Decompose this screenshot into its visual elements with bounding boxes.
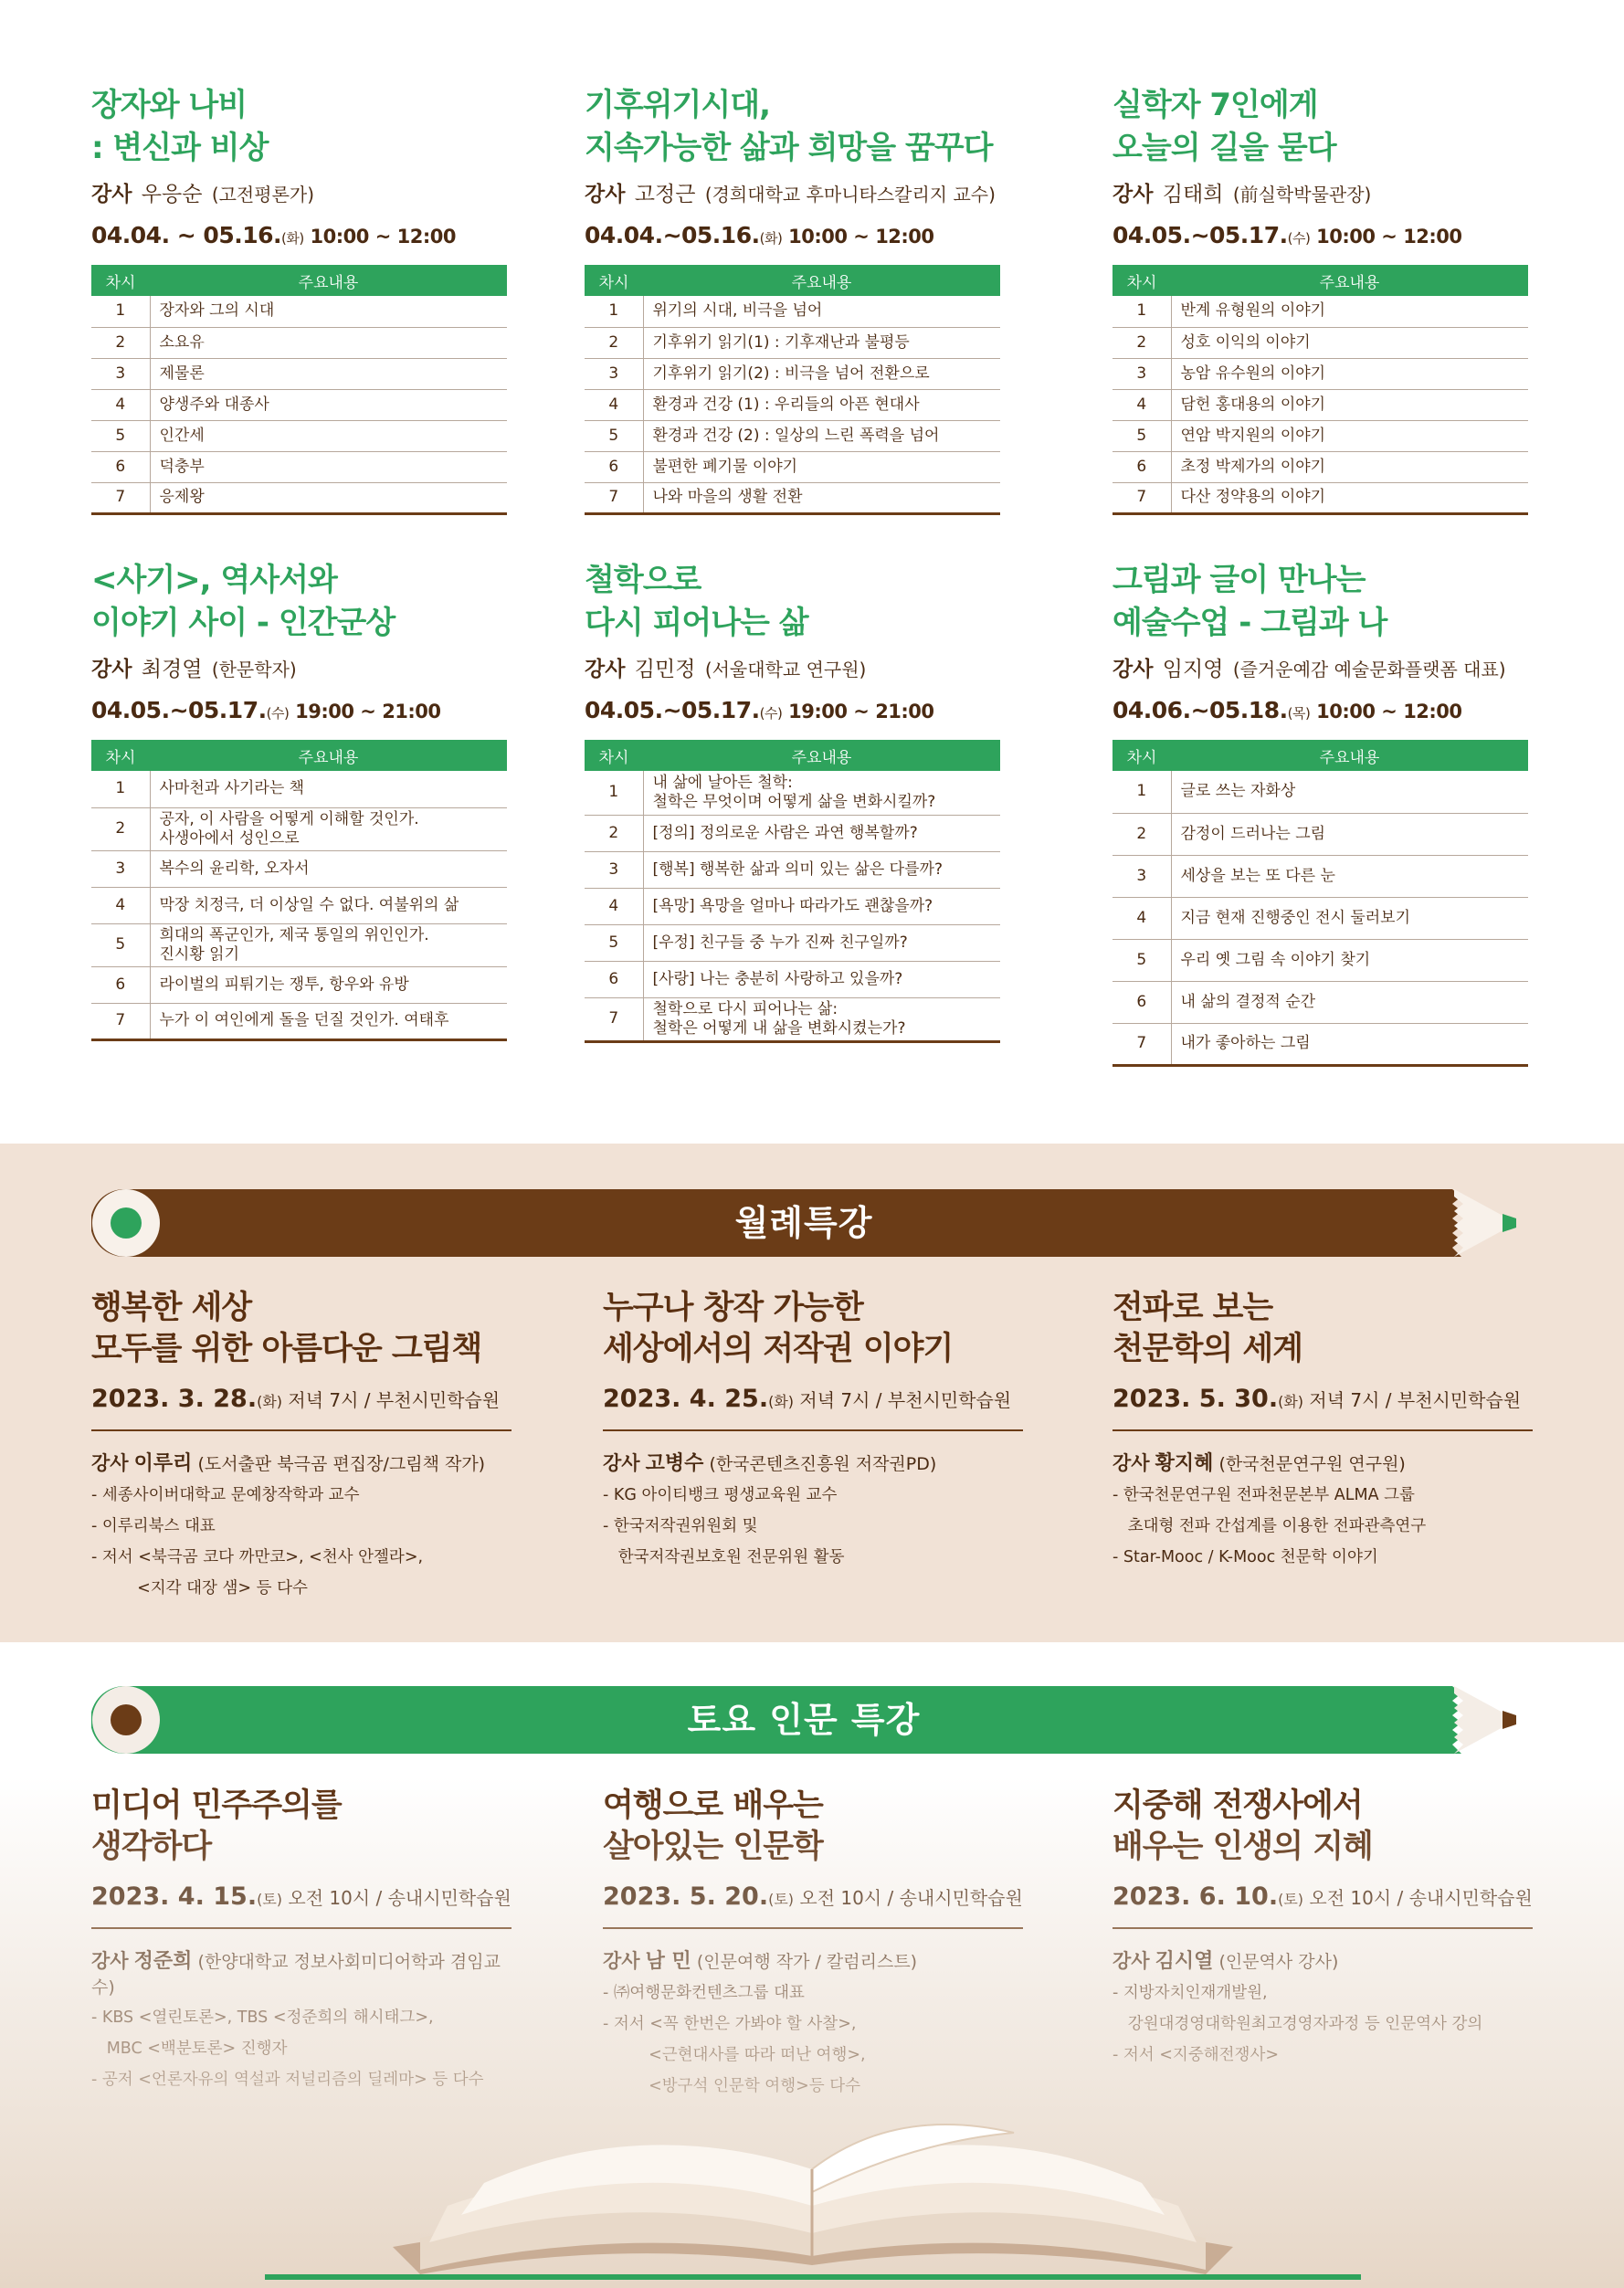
session-number: 4	[1113, 389, 1171, 420]
session-number: 1	[585, 771, 643, 815]
course-day: (화)	[281, 230, 304, 247]
monthly-lecture	[603, 1288, 1023, 1573]
course-title-line1: 기후위기시대,	[585, 87, 770, 123]
course-date: 04.05.~05.17.	[585, 697, 760, 723]
schedule-row	[91, 771, 507, 807]
course-title-line1: 그림과 글이 만나는	[1113, 562, 1366, 598]
lecture-info: 저녁 7시 / 부천시민학습원	[799, 1389, 1012, 1411]
col-content: 주요내용	[643, 265, 1000, 296]
schedule-row	[585, 358, 1000, 389]
saturday-banner	[91, 1686, 1516, 1754]
session-number: 4	[91, 389, 150, 420]
schedule-row	[91, 327, 507, 358]
course-block	[1113, 84, 1528, 515]
session-number: 3	[1113, 358, 1171, 389]
lecturer-bio-line: - Star-Mooc / K-Mooc 천문학 이야기	[1113, 1548, 1378, 1566]
lecturer-name: 이루리	[133, 1452, 193, 1475]
course-schedule	[1113, 697, 1528, 723]
session-number: 6	[1113, 451, 1171, 482]
session-topic: 나와 마을의 생활 전환	[643, 482, 1000, 513]
session-number: 5	[91, 923, 150, 966]
monthly-lecture	[1113, 1288, 1533, 1573]
course-time: 19:00 ~ 21:00	[295, 701, 441, 722]
lecture-date: 2023. 5. 30.	[1113, 1385, 1279, 1413]
schedule-row	[1113, 981, 1528, 1023]
session-topic: 누가 이 여인에게 돌을 던질 것인가. 여태후	[150, 1003, 507, 1039]
session-topic: 희대의 폭군인가, 제국 통일의 위인인가. 진시황 읽기	[150, 923, 507, 966]
session-number: 5	[1113, 420, 1171, 451]
schedule-row	[1113, 296, 1528, 327]
schedule-row	[91, 850, 507, 887]
schedule-row	[1113, 358, 1528, 389]
lecture-info: 저녁 7시 / 부천시민학습원	[1309, 1389, 1522, 1411]
course-time: 10:00 ~ 12:00	[1316, 226, 1462, 248]
session-number: 3	[91, 850, 150, 887]
lecturer-bio-line: <지각 대장 샘> 등 다수	[91, 1579, 308, 1597]
col-session: 차시	[1113, 740, 1171, 771]
schedule-row	[585, 389, 1000, 420]
schedule-row	[91, 807, 507, 850]
saturday-banner-title: 토요 인문 특강	[687, 1700, 921, 1740]
col-session: 차시	[91, 740, 150, 771]
lecture-date: 2023. 4. 25.	[603, 1385, 769, 1413]
lecturer-label: 강사	[1113, 658, 1154, 681]
schedule-row	[1113, 813, 1528, 855]
session-topic: [사랑] 나는 충분히 사랑하고 있을까?	[643, 961, 1000, 997]
monthly-banner-title: 월례특강	[734, 1203, 873, 1243]
session-number: 1	[1113, 771, 1171, 813]
course-title	[1113, 559, 1528, 645]
lecturer-name: 임지영	[1162, 658, 1224, 681]
course-title	[585, 559, 1000, 645]
session-topic: 기후위기 읽기(2) : 비극을 넘어 전환으로	[643, 358, 1000, 389]
session-topic: 막장 치정극, 더 이상일 수 없다. 여불위의 삶	[150, 887, 507, 923]
lecture-title-line2: 모두를 위한 아름다운 그림책	[91, 1331, 482, 1367]
session-topic: 다산 정약용의 이야기	[1171, 482, 1528, 513]
schedule-row	[1113, 897, 1528, 939]
lecturer-bio-line: - 한국천문연구원 전파천문본부 ALMA 그룹	[1113, 1486, 1415, 1504]
course-lecturer	[1113, 652, 1528, 682]
course-title-line1: <사기>, 역사서와	[91, 562, 337, 598]
session-number: 6	[91, 966, 150, 1003]
schedule-row	[585, 815, 1000, 851]
course-schedule	[91, 697, 507, 723]
schedule-row	[91, 482, 507, 513]
lecturer-label: 강사	[1113, 183, 1154, 206]
session-number: 2	[91, 807, 150, 850]
lecturer-bio-line: 한국저작권보호원 전문위원 활동	[603, 1548, 845, 1566]
schedule-row	[91, 358, 507, 389]
lecturer-bio-line: - 한국저작권위원회 및	[603, 1517, 758, 1535]
session-topic: 철학으로 다시 피어나는 삶: 철학은 어떻게 내 삶을 변화시켰는가?	[643, 997, 1000, 1041]
course-block	[585, 84, 1000, 515]
session-number: 5	[1113, 939, 1171, 981]
session-number: 1	[1113, 296, 1171, 327]
course-time: 10:00 ~ 12:00	[310, 226, 456, 248]
course-block	[91, 84, 507, 515]
schedule-row	[585, 327, 1000, 358]
course-title	[91, 559, 507, 645]
lecturer-name: 김태희	[1162, 183, 1224, 206]
col-session: 차시	[585, 265, 643, 296]
course-title	[1113, 84, 1528, 170]
schedule-row	[585, 771, 1000, 815]
course-time: 10:00 ~ 12:00	[788, 226, 934, 248]
lecturer-note: (前실학박물관장)	[1232, 184, 1372, 206]
session-topic: 사마천과 사기라는 책	[150, 771, 507, 807]
schedule-row	[1113, 855, 1528, 897]
lecturer-note: (경희대학교 후마니타스칼리지 교수)	[704, 184, 996, 206]
lecturer-bio-line: 초대형 전파 간섭계를 이용한 전파관측연구	[1113, 1517, 1427, 1535]
schedule-table	[585, 265, 1000, 515]
col-content: 주요내용	[150, 265, 507, 296]
lecturer-bio-line: - 이루리북스 대표	[91, 1517, 216, 1535]
session-number: 7	[585, 482, 643, 513]
lecture-date: 2023. 3. 28.	[91, 1385, 258, 1413]
lecturer-note: (한문학자)	[211, 659, 297, 680]
lecturer-name: 고정근	[634, 183, 696, 206]
session-topic: 위기의 시대, 비극을 넘어	[643, 296, 1000, 327]
schedule-table	[1113, 265, 1528, 515]
session-topic: 응제왕	[150, 482, 507, 513]
course-date: 04.04.~05.16.	[585, 222, 760, 248]
course-title-line2: 다시 피어나는 삶	[585, 605, 808, 641]
lecture-day: (화)	[257, 1393, 283, 1410]
session-number: 4	[1113, 897, 1171, 939]
book-illustration	[0, 1777, 1624, 2288]
session-topic: 성호 이익의 이야기	[1171, 327, 1528, 358]
session-topic: 내가 좋아하는 그림	[1171, 1023, 1528, 1065]
session-number: 7	[91, 482, 150, 513]
lecture-title	[603, 1288, 1023, 1370]
col-content: 주요내용	[150, 740, 507, 771]
schedule-row	[91, 966, 507, 1003]
session-number: 3	[585, 851, 643, 888]
course-title-line2: 지속가능한 삶과 희망을 꿈꾸다	[585, 130, 993, 166]
session-topic: 감정이 드러나는 그림	[1171, 813, 1528, 855]
session-number: 5	[585, 420, 643, 451]
course-date: 04.04. ~ 05.16.	[91, 222, 282, 248]
session-number: 4	[585, 389, 643, 420]
schedule-table	[585, 740, 1000, 1043]
session-topic: 제물론	[150, 358, 507, 389]
course-title-line2: 예술수업 - 그림과 나	[1113, 605, 1387, 641]
schedule-header	[1113, 740, 1528, 771]
course-lecturer	[91, 177, 507, 207]
schedule-row	[585, 296, 1000, 327]
session-topic: 내 삶의 결정적 순간	[1171, 981, 1528, 1023]
session-topic: 불편한 폐기물 이야기	[643, 451, 1000, 482]
lecturer-name: 고병수	[645, 1452, 704, 1475]
schedule-header	[91, 265, 507, 296]
session-number: 7	[1113, 482, 1171, 513]
schedule-header	[585, 265, 1000, 296]
session-number: 3	[1113, 855, 1171, 897]
session-number: 2	[1113, 813, 1171, 855]
schedule-row	[91, 451, 507, 482]
session-number: 5	[91, 420, 150, 451]
session-topic: 환경과 건강 (1) : 우리들의 아픈 현대사	[643, 389, 1000, 420]
session-number: 7	[1113, 1023, 1171, 1065]
course-title-line2: 오늘의 길을 묻다	[1113, 130, 1336, 166]
session-topic: 농암 유수원의 이야기	[1171, 358, 1528, 389]
lecture-title-line2: 세상에서의 저작권 이야기	[603, 1331, 954, 1367]
session-number: 1	[91, 296, 150, 327]
session-topic: 세상을 보는 또 다른 눈	[1171, 855, 1528, 897]
lecture-day: (화)	[1278, 1393, 1304, 1410]
lecturer-bio-line: - 세종사이버대학교 문예창작학과 교수	[91, 1486, 360, 1504]
course-block	[1113, 559, 1528, 1067]
course-title-line2: 이야기 사이 - 인간군상	[91, 605, 395, 641]
col-session: 차시	[1113, 265, 1171, 296]
session-topic: [욕망] 욕망을 얼마나 따라가도 괜찮을까?	[643, 888, 1000, 924]
lecturer	[91, 1448, 511, 1476]
course-title-line1: 철학으로	[585, 562, 701, 598]
course-lecturer	[585, 652, 1000, 682]
lecture-schedule	[1113, 1385, 1533, 1431]
lecturer-bio-line: - 저서 <북극곰 코다 까만코>, <천사 안젤라>,	[91, 1548, 424, 1566]
lecture-title	[91, 1288, 511, 1370]
course-lecturer	[1113, 177, 1528, 207]
course-title-line2: : 변신과 비상	[91, 130, 269, 166]
lecturer-bio-line: - KG 아이티뱅크 평생교육원 교수	[603, 1486, 838, 1504]
lecturer-name: 김민정	[634, 658, 696, 681]
session-number: 6	[585, 451, 643, 482]
col-content: 주요내용	[643, 740, 1000, 771]
lecture-schedule	[91, 1385, 511, 1431]
course-title	[585, 84, 1000, 170]
schedule-row	[585, 997, 1000, 1041]
session-number: 7	[91, 1003, 150, 1039]
session-topic: 담헌 홍대용의 이야기	[1171, 389, 1528, 420]
lecturer-name: 최경열	[141, 658, 203, 681]
lecturer-label: 강사	[585, 658, 626, 681]
schedule-row	[585, 888, 1000, 924]
lecture-info: 저녁 7시 / 부천시민학습원	[288, 1389, 501, 1411]
session-number: 4	[91, 887, 150, 923]
schedule-table	[91, 740, 507, 1041]
session-topic: 소요유	[150, 327, 507, 358]
session-topic: 덕충부	[150, 451, 507, 482]
session-topic: 우리 옛 그림 속 이야기 찾기	[1171, 939, 1528, 981]
schedule-row	[91, 923, 507, 966]
monthly-lecture	[91, 1288, 511, 1604]
lecturer-label: 강사	[1113, 1452, 1150, 1474]
course-schedule	[91, 222, 507, 248]
course-schedule	[1113, 222, 1528, 248]
session-number: 6	[585, 961, 643, 997]
lecture-title-line1: 누구나 창작 가능한	[603, 1290, 863, 1326]
session-number: 2	[585, 815, 643, 851]
lecture-title-line2: 천문학의 세계	[1113, 1331, 1303, 1367]
course-block	[585, 559, 1000, 1043]
course-date: 04.05.~05.17.	[1113, 222, 1288, 248]
session-number: 1	[91, 771, 150, 807]
lecturer-label: 강사	[603, 1452, 640, 1474]
lecturer-label: 강사	[585, 183, 626, 206]
schedule-row	[1113, 327, 1528, 358]
course-day: (화)	[759, 230, 783, 247]
schedule-row	[1113, 1023, 1528, 1065]
schedule-table	[91, 265, 507, 515]
session-topic: 복수의 윤리학, 오자서	[150, 850, 507, 887]
lecturer-note: (한국천문연구원 연구원)	[1218, 1454, 1406, 1474]
course-title-line1: 실학자 7인에게	[1113, 87, 1318, 123]
course-day: (수)	[1287, 230, 1311, 247]
session-number: 4	[585, 888, 643, 924]
lecturer-note: (즐거운예감 예술문화플랫폼 대표)	[1232, 659, 1506, 680]
session-topic: [우정] 친구들 중 누가 진짜 친구일까?	[643, 924, 1000, 961]
schedule-header	[91, 740, 507, 771]
lecturer-label: 강사	[91, 183, 132, 206]
schedule-table	[1113, 740, 1528, 1067]
course-block	[91, 559, 507, 1041]
course-date: 04.06.~05.18.	[1113, 697, 1288, 723]
session-number: 5	[585, 924, 643, 961]
course-title-line1: 장자와 나비	[91, 87, 248, 123]
lecture-schedule	[603, 1385, 1023, 1431]
schedule-row	[91, 296, 507, 327]
lecturer-note: (도서출판 북극곰 편집장/그림책 작가)	[197, 1454, 486, 1474]
schedule-row	[585, 420, 1000, 451]
schedule-header	[585, 740, 1000, 771]
session-topic: 초정 박제가의 이야기	[1171, 451, 1528, 482]
schedule-header	[1113, 265, 1528, 296]
lecturer-label: 강사	[91, 658, 132, 681]
monthly-banner	[91, 1189, 1516, 1257]
session-topic: 양생주와 대종사	[150, 389, 507, 420]
col-session: 차시	[91, 265, 150, 296]
schedule-row	[1113, 420, 1528, 451]
schedule-row	[1113, 482, 1528, 513]
course-schedule	[585, 222, 1000, 248]
session-number: 3	[585, 358, 643, 389]
session-number: 1	[585, 296, 643, 327]
schedule-row	[585, 924, 1000, 961]
session-topic: [정의] 정의로운 사람은 과연 행복할까?	[643, 815, 1000, 851]
lecturer-label: 강사	[91, 1452, 129, 1474]
lecturer	[603, 1448, 1023, 1476]
lecture-title	[1113, 1288, 1533, 1370]
session-topic: 인간세	[150, 420, 507, 451]
schedule-row	[585, 961, 1000, 997]
schedule-row	[1113, 389, 1528, 420]
course-time: 10:00 ~ 12:00	[1316, 701, 1462, 722]
session-topic: 공자, 이 사람을 어떻게 이해할 것인가. 사생아에서 성인으로	[150, 807, 507, 850]
course-day: (수)	[266, 705, 290, 722]
session-number: 6	[91, 451, 150, 482]
schedule-row	[585, 482, 1000, 513]
session-number: 7	[585, 997, 643, 1041]
session-number: 3	[91, 358, 150, 389]
session-number: 2	[585, 327, 643, 358]
lecturer-note: (한국콘텐츠진흥원 저작권PD)	[709, 1454, 937, 1474]
schedule-row	[1113, 771, 1528, 813]
lecturer-name: 우응순	[141, 183, 203, 206]
schedule-row	[585, 451, 1000, 482]
lecture-day: (화)	[768, 1393, 795, 1410]
session-topic: 장자와 그의 시대	[150, 296, 507, 327]
schedule-row	[1113, 451, 1528, 482]
session-number: 6	[1113, 981, 1171, 1023]
session-topic: 내 삶에 날아든 철학: 철학은 무엇이며 어떻게 삶을 변화시킬까?	[643, 771, 1000, 815]
course-lecturer	[585, 177, 1000, 207]
course-time: 19:00 ~ 21:00	[788, 701, 934, 722]
col-content: 주요내용	[1171, 740, 1528, 771]
course-schedule	[585, 697, 1000, 723]
schedule-row	[91, 389, 507, 420]
lecturer-note: (서울대학교 연구원)	[704, 659, 867, 680]
session-number: 2	[1113, 327, 1171, 358]
session-topic: 연암 박지원의 이야기	[1171, 420, 1528, 451]
col-content: 주요내용	[1171, 265, 1528, 296]
col-session: 차시	[585, 740, 643, 771]
course-lecturer	[91, 652, 507, 682]
session-topic: 반계 유형원의 이야기	[1171, 296, 1528, 327]
lecture-title-line1: 행복한 세상	[91, 1290, 252, 1326]
lecture-title-line1: 전파로 보는	[1113, 1290, 1273, 1326]
lecturer-name: 황지혜	[1155, 1452, 1214, 1475]
session-topic: 지금 현재 진행중인 전시 둘러보기	[1171, 897, 1528, 939]
schedule-row	[91, 887, 507, 923]
schedule-row	[91, 420, 507, 451]
schedule-row	[1113, 939, 1528, 981]
session-topic: 글로 쓰는 자화상	[1171, 771, 1528, 813]
course-title	[91, 84, 507, 170]
session-topic: [행복] 행복한 삶과 의미 있는 삶은 다를까?	[643, 851, 1000, 888]
course-date: 04.05.~05.17.	[91, 697, 267, 723]
schedule-row	[91, 1003, 507, 1039]
lecturer	[1113, 1448, 1533, 1476]
session-topic: 기후위기 읽기(1) : 기후재난과 불평등	[643, 327, 1000, 358]
session-topic: 라이벌의 피튀기는 쟁투, 항우와 유방	[150, 966, 507, 1003]
lecturer-note: (고전평론가)	[211, 184, 315, 206]
session-topic: 환경과 건강 (2) : 일상의 느린 폭력을 넘어	[643, 420, 1000, 451]
course-day: (목)	[1287, 705, 1311, 722]
schedule-row	[585, 851, 1000, 888]
session-number: 2	[91, 327, 150, 358]
course-day: (수)	[759, 705, 783, 722]
